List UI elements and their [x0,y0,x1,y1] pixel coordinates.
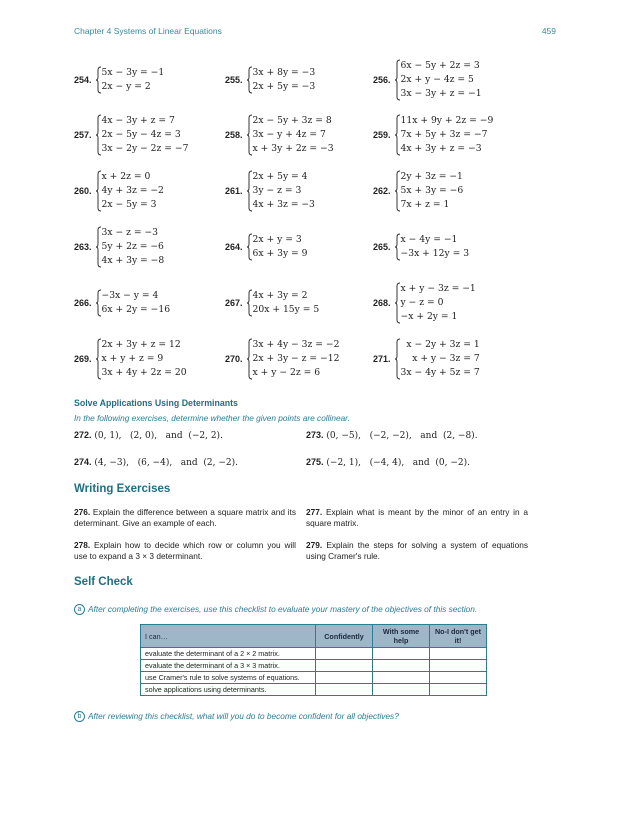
equation: 4y + 3z = −2 [101,185,164,196]
left-brace-icon [394,338,401,380]
equation-list [401,338,480,380]
equation: 2x − 5y + 3z = 8 [252,115,332,126]
system-254 [74,66,164,94]
equation-list [401,59,482,101]
exercise-273: 273. (0, −5), (−2, −2), and (2, −8). [306,430,478,441]
equation: x − 2y + 3z = 1 [400,339,480,350]
exercise-275: 275. (−2, 1), (−4, 4), and (0, −2). [306,457,471,468]
page-number: 459 [541,26,556,36]
circle-b-marker: b [74,711,85,722]
exercise-number: 264. [225,242,243,252]
equation: 3x + 4y − 3z = −2 [252,339,340,350]
system-263 [74,226,164,268]
equation: −x + 2y = 1 [400,311,458,322]
left-brace-icon [394,114,401,156]
equation: x − 4y = −1 [400,234,458,245]
system-267 [225,289,319,317]
col-header-confidently: Confidently [316,625,373,648]
equation: 3x − 4y + 5z = 7 [400,367,480,378]
equation: 2x + 5y = −3 [252,81,316,92]
system-269 [74,338,187,380]
equation: 3x − 2y − 2z = −7 [101,143,189,154]
system-258 [225,114,334,156]
equation: y − z = 0 [400,297,444,308]
equation: 2x + y − 4z = 5 [400,74,474,85]
equation-list [253,338,340,380]
left-brace-icon [246,170,253,212]
checkbox-cell-with-help[interactable] [373,660,430,672]
equation-list [102,66,165,94]
equation: x + y − 3z = 7 [400,353,480,364]
left-brace-icon [246,338,253,380]
exercise-number: 259. [373,130,391,140]
checkbox-cell-confidently[interactable] [316,672,373,684]
system-259 [373,114,493,156]
exercise-279: 279. Explain the steps for solving a system of equations using Cramer's rule. [306,540,528,561]
left-brace-icon [246,289,253,317]
equation-list [253,114,334,156]
self-check-title: Self Check [74,576,133,588]
equation-list [253,170,315,212]
checkbox-cell-confidently[interactable] [316,684,373,696]
equation: x + 3y + 2z = −3 [252,143,334,154]
exercise-number: 258. [225,130,243,140]
left-brace-icon [95,289,102,317]
col-header-with-some-help: With some help [373,625,430,648]
equation: 6x − 5y + 2z = 3 [400,60,480,71]
writing-title: Writing Exercises [74,483,171,495]
equation: 5y + 2z = −6 [101,241,164,252]
exercise-276: 276. Explain the difference between a square matrix and its determinant. Give an example of each. [74,507,296,528]
applications-intro: In the following exercises, determine whether the given points are collinear. [74,413,350,423]
equation: 7x + z = 1 [400,199,450,210]
equation: 6x + 2y = −16 [101,304,171,315]
equation: 7x + 5y + 3z = −7 [400,129,488,140]
equation: 4x − 3y + z = 7 [101,115,175,126]
system-265 [373,233,469,261]
left-brace-icon [246,66,253,94]
exercise-number: 269. [74,354,92,364]
chapter-title: Chapter 4 Systems of Linear Equations [74,26,222,36]
equation-list [253,233,308,261]
equation-list [253,289,320,317]
left-brace-icon [95,170,102,212]
checkbox-cell-dont-get-it[interactable] [430,672,487,684]
equation: 11x + 9y + 2z = −9 [400,115,494,126]
page-header [74,26,556,38]
self-check-table [140,624,487,696]
left-brace-icon [394,170,401,212]
system-271 [373,338,480,380]
system-270 [225,338,339,380]
equation: −3x + 12y = 3 [400,248,470,259]
equation-list [102,338,187,380]
equation: 4x + 3y = −8 [101,255,165,266]
checkbox-cell-dont-get-it[interactable] [430,684,487,696]
left-brace-icon [95,338,102,380]
exercise-number: 268. [373,298,391,308]
equation: 2x − y = 2 [101,81,151,92]
left-brace-icon [95,114,102,156]
exercise-number: 262. [373,186,391,196]
exercise-number: 257. [74,130,92,140]
exercise-274: 274. (4, −3), (6, −4), and (2, −2). [74,457,239,468]
checkbox-cell-dont-get-it[interactable] [430,660,487,672]
checkbox-cell-with-help[interactable] [373,672,430,684]
system-256 [373,59,482,101]
exercise-number: 267. [225,298,243,308]
equation: 5x − 3y = −1 [101,67,165,78]
table-row [141,684,487,696]
checkbox-cell-with-help[interactable] [373,684,430,696]
equation: 2x − 5y − 4z = 3 [101,129,181,140]
exercise-278: 278. Explain how to decide which row or column you will use to expand a 3 × 3 determinant. [74,540,296,561]
equation-list [102,289,171,317]
exercise-number: 266. [74,298,92,308]
system-261 [225,170,315,212]
equation: −3x − y = 4 [101,290,159,301]
equation: 20x + 15y = 5 [252,304,320,315]
equation: x + y + z = 9 [101,353,164,364]
left-brace-icon [95,66,102,94]
equation-list [253,66,316,94]
equation-list [401,170,464,212]
equation: 3x − z = −3 [101,227,159,238]
checkbox-cell-confidently[interactable] [316,660,373,672]
left-brace-icon [95,226,102,268]
exercise-272: 272. (0, 1), (2, 0), and (−2, 2). [74,430,223,441]
equation: 4x + 3y = 2 [252,290,308,301]
equation: 2x + 3y − z = −12 [252,353,340,364]
exercise-number: 261. [225,186,243,196]
checkbox-cell-with-help[interactable] [373,648,430,660]
left-brace-icon [394,59,401,101]
left-brace-icon [246,114,253,156]
equation: 2y + 3z = −1 [400,171,463,182]
exercise-number: 254. [74,75,92,85]
checkbox-cell-dont-get-it[interactable] [430,648,487,660]
left-brace-icon [394,282,401,324]
left-brace-icon [246,233,253,261]
exercise-number: 256. [373,75,391,85]
exercise-277: 277. Explain what is meant by the minor of an entry in a square matrix. [306,507,528,528]
exercise-number: 265. [373,242,391,252]
equation: 6x + 3y = 9 [252,248,308,259]
circle-a-marker: a [74,604,85,615]
table-row [141,648,487,660]
equation: 3y − z = 3 [252,185,302,196]
equation-list [102,114,189,156]
system-268 [373,282,476,324]
equation: x + 2z = 0 [101,171,151,182]
equation: 2x + y = 3 [252,234,302,245]
col-header-no-dont-get-it: No-I don't get it! [430,625,487,648]
equation: 3x − 3y + z = −1 [400,88,482,99]
table-row [141,660,487,672]
objective-cell: evaluate the determinant of a 2 × 2 matrix. [141,648,316,660]
equation: x + y − 2z = 6 [252,367,321,378]
equation: 3x + 8y = −3 [252,67,316,78]
equation: 4x + 3z = −3 [252,199,315,210]
equation-list [401,282,476,324]
objective-cell: evaluate the determinant of a 3 × 3 matrix. [141,660,316,672]
system-266 [74,289,170,317]
exercise-number: 255. [225,75,243,85]
equation: 2x − 5y = 3 [101,199,157,210]
equation: 5x + 3y = −6 [400,185,464,196]
self-check-instruction-a: a After completing the exercises, use this checklist to evaluate your mastery of the objectives of this section. [74,604,477,615]
equation: 3x − y + 4z = 7 [252,129,326,140]
equation: 3x + 4y + 2z = 20 [101,367,187,378]
equation-list [401,233,470,261]
system-255 [225,66,315,94]
objective-cell: solve applications using determinants. [141,684,316,696]
self-check-instruction-b: b After reviewing this checklist, what will you do to become confident for all objectives? [74,711,399,722]
system-257 [74,114,188,156]
objective-cell: use Cramer's rule to solve systems of equations. [141,672,316,684]
checkbox-cell-confidently[interactable] [316,648,373,660]
equation-list [401,114,494,156]
col-header-i-can: I can… [141,625,316,648]
equation: 2x + 3y + z = 12 [101,339,181,350]
equation: 2x + 5y = 4 [252,171,308,182]
table-row [141,672,487,684]
system-262 [373,170,463,212]
system-260 [74,170,164,212]
exercise-number: 260. [74,186,92,196]
applications-title: Solve Applications Using Determinants [74,398,238,408]
equation-list [102,226,165,268]
equation: x + y − 3z = −1 [400,283,476,294]
equation-list [102,170,164,212]
exercise-number: 271. [373,354,391,364]
system-264 [225,233,308,261]
equation: 4x + 3y + z = −3 [400,143,482,154]
left-brace-icon [394,233,401,261]
exercise-number: 270. [225,354,243,364]
exercise-number: 263. [74,242,92,252]
